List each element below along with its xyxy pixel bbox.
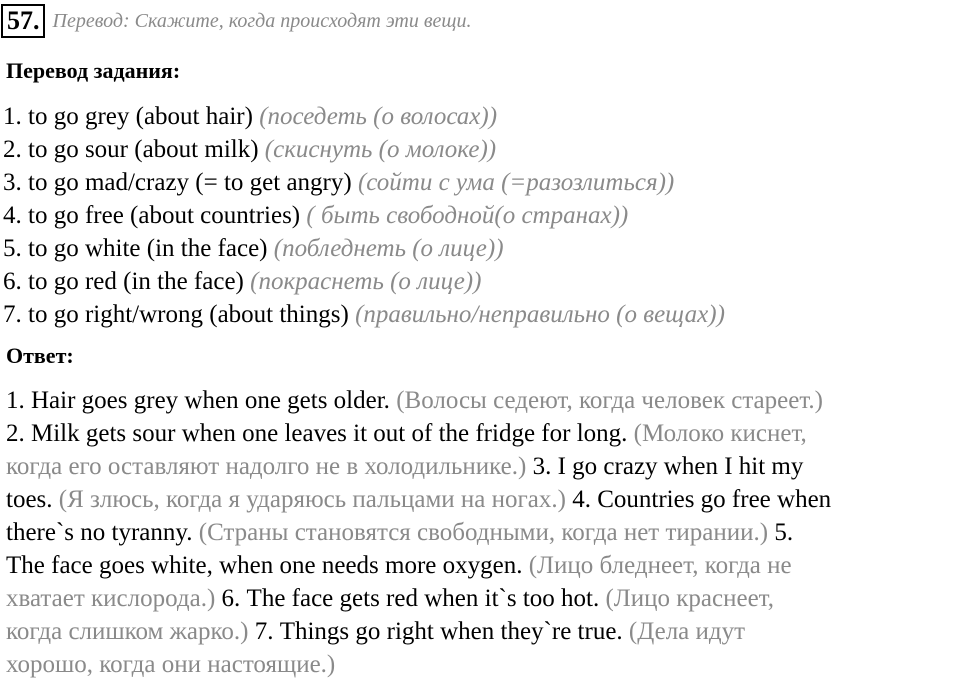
answer-en: 6. The face gets red when it`s too hot. [215, 585, 600, 612]
answer-ru: (Лицо краснеет, [599, 585, 774, 612]
answer-ru: (Лицо бледнеет, когда не [522, 552, 792, 579]
answer-en: toes. [6, 486, 53, 513]
task-item [3, 133, 725, 166]
task-item [3, 232, 725, 265]
answer-en: 2. Milk gets sour when one leaves it out of the fridge for long. [6, 420, 628, 447]
answer-en: 4. Countries go free when [565, 486, 832, 513]
task-item-ru: (поседеть (о волосах)) [259, 103, 498, 130]
answer-ru: (Я злюсь, когда я ударяюсь пальцами на ногах.) [52, 486, 566, 513]
answer-ru: хватает кислорода.) [6, 585, 216, 612]
task-item-en: 1. to go grey (about hair) [3, 103, 253, 130]
answer-ru: хорошо, когда они настоящие.) [6, 651, 336, 678]
task-item [3, 298, 725, 331]
answer-en: 5. [768, 519, 794, 546]
answer-line [6, 549, 958, 582]
task-item [3, 265, 725, 298]
answer-line [6, 516, 958, 549]
answer-title: Ответ: [6, 343, 74, 368]
task-item-ru: ( быть свободной(о странах)) [306, 202, 629, 229]
answer-line [6, 417, 958, 450]
answer-ru: когда его оставляют надолго не в холодильнике.) [6, 453, 527, 480]
task-item-ru: (побледнеть (о лице)) [273, 235, 504, 262]
answer-en: The face goes white, when one needs more oxygen. [6, 552, 523, 579]
answer-line [6, 648, 958, 681]
task-item-en: 3. to go mad/crazy (= to get angry) [3, 169, 352, 196]
exercise-subtitle: Перевод: Скажите, когда происходят эти вещи. [52, 9, 472, 32]
answer-text [6, 384, 958, 681]
answer-ru: (Молоко киснет, [627, 420, 807, 447]
answer-ru: (Страны становятся свободными, когда нет тирании.) [192, 519, 769, 546]
task-item-en: 5. to go white (in the face) [3, 235, 268, 262]
task-item-ru: (правильно/неправильно (о вещах)) [355, 301, 725, 328]
answer-line [6, 483, 958, 516]
exercise-number: 57. [1, 4, 45, 38]
answer-line [6, 450, 958, 483]
task-items-list [3, 100, 725, 331]
task-item-en: 4. to go free (about countries) [3, 202, 301, 229]
answer-line [6, 615, 958, 648]
task-item-en: 7. to go right/wrong (about things) [3, 301, 349, 328]
task-title: Перевод задания: [6, 58, 181, 83]
task-item [3, 100, 725, 133]
task-item [3, 199, 725, 232]
task-item-ru: (сойти с ума (=разозлиться)) [357, 169, 675, 196]
answer-en: there`s no tyranny. [6, 519, 193, 546]
task-item-en: 2. to go sour (about milk) [3, 136, 259, 163]
answer-ru: (Дела идут [622, 618, 746, 645]
answer-en: 7. Things go right when they`re true. [248, 618, 623, 645]
answer-line [6, 384, 958, 417]
task-item-en: 6. to go red (in the face) [3, 268, 244, 295]
answer-en: 1. Hair goes grey when one gets older. [6, 387, 390, 414]
task-item [3, 166, 725, 199]
task-item-ru: (скиснуть (о молоке)) [264, 136, 497, 163]
task-item-ru: (покраснеть (о лице)) [250, 268, 482, 295]
answer-line [6, 582, 958, 615]
exercise-header [0, 2, 472, 40]
answer-ru: (Волосы седеют, когда человек стареет.) [389, 387, 823, 414]
answer-en: 3. I go crazy when I hit my [526, 453, 804, 480]
answer-ru: когда слишком жарко.) [6, 618, 249, 645]
